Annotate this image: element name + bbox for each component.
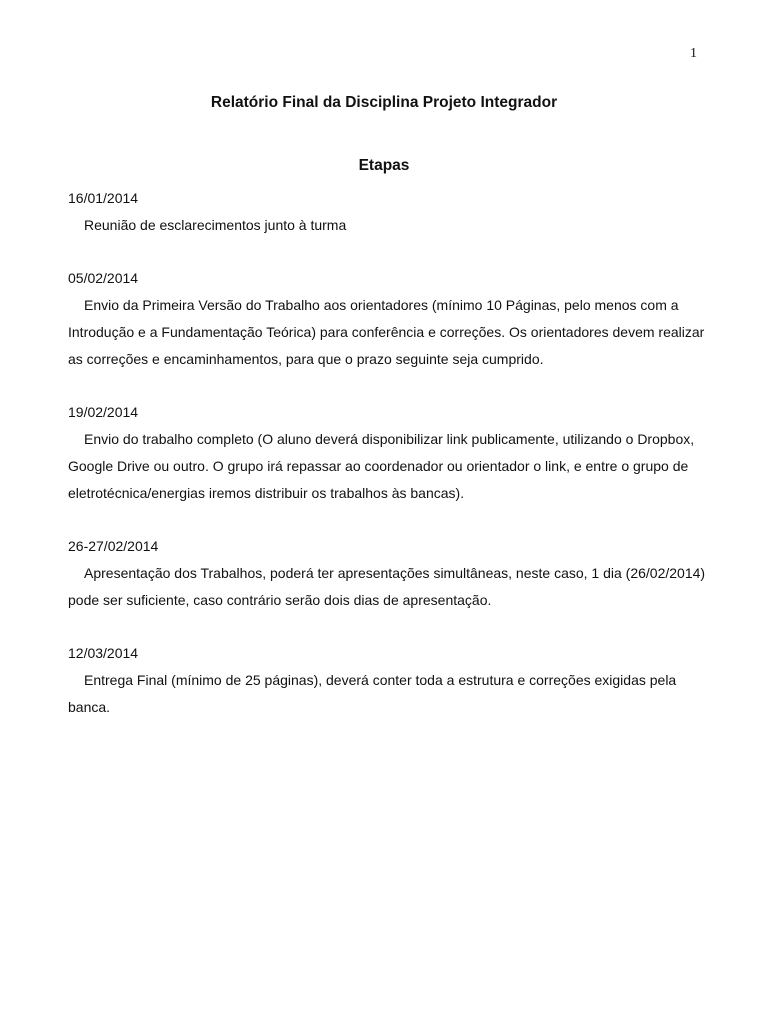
entry-date: 05/02/2014 <box>68 270 139 286</box>
timeline-entry <box>68 640 708 721</box>
timeline-entry <box>68 533 708 614</box>
section-title: Etapas <box>358 157 410 174</box>
timeline-entry <box>68 399 708 507</box>
page-number: 1 <box>690 46 697 61</box>
entry-date: 26-27/02/2014 <box>68 538 159 554</box>
timeline-entry <box>68 185 708 239</box>
entry-text: Entrega Final (mínimo de 25 páginas), deverá conter toda a estrutura e correções exigidas pela banca. <box>68 672 677 715</box>
entry-text: Envio da Primeira Versão do Trabalho aos orientadores (mínimo 10 Páginas, pelo menos com a Introdução e a Fundamentação Teórica) para conferência e correções. Os orientadores devem realizar as correções e encaminhamentos, para que o prazo seguinte seja cumprido. <box>68 297 705 367</box>
entry-text: Envio do trabalho completo (O aluno deverá disponibilizar link publicamente, utilizando o Dropbox, Google Drive ou outro. O grupo irá repassar ao coordenador ou orientador o link, e entre o grupo de eletrotécnica/energias iremos distribuir os trabalhos às bancas). <box>68 431 695 501</box>
entry-date: 19/02/2014 <box>68 404 139 420</box>
entry-date: 16/01/2014 <box>68 190 139 206</box>
timeline-entry <box>68 265 708 373</box>
entry-text: Reunião de esclarecimentos junto à turma <box>84 217 347 233</box>
entry-date: 12/03/2014 <box>68 645 139 661</box>
timeline-entries <box>68 185 708 747</box>
entry-text: Apresentação dos Trabalhos, poderá ter apresentações simultâneas, neste caso, 1 dia (26/02/2014) pode ser suficiente, caso contrário serão dois dias de apresentação. <box>68 565 706 608</box>
document-title: Relatório Final da Disciplina Projeto Integrador <box>210 94 558 111</box>
